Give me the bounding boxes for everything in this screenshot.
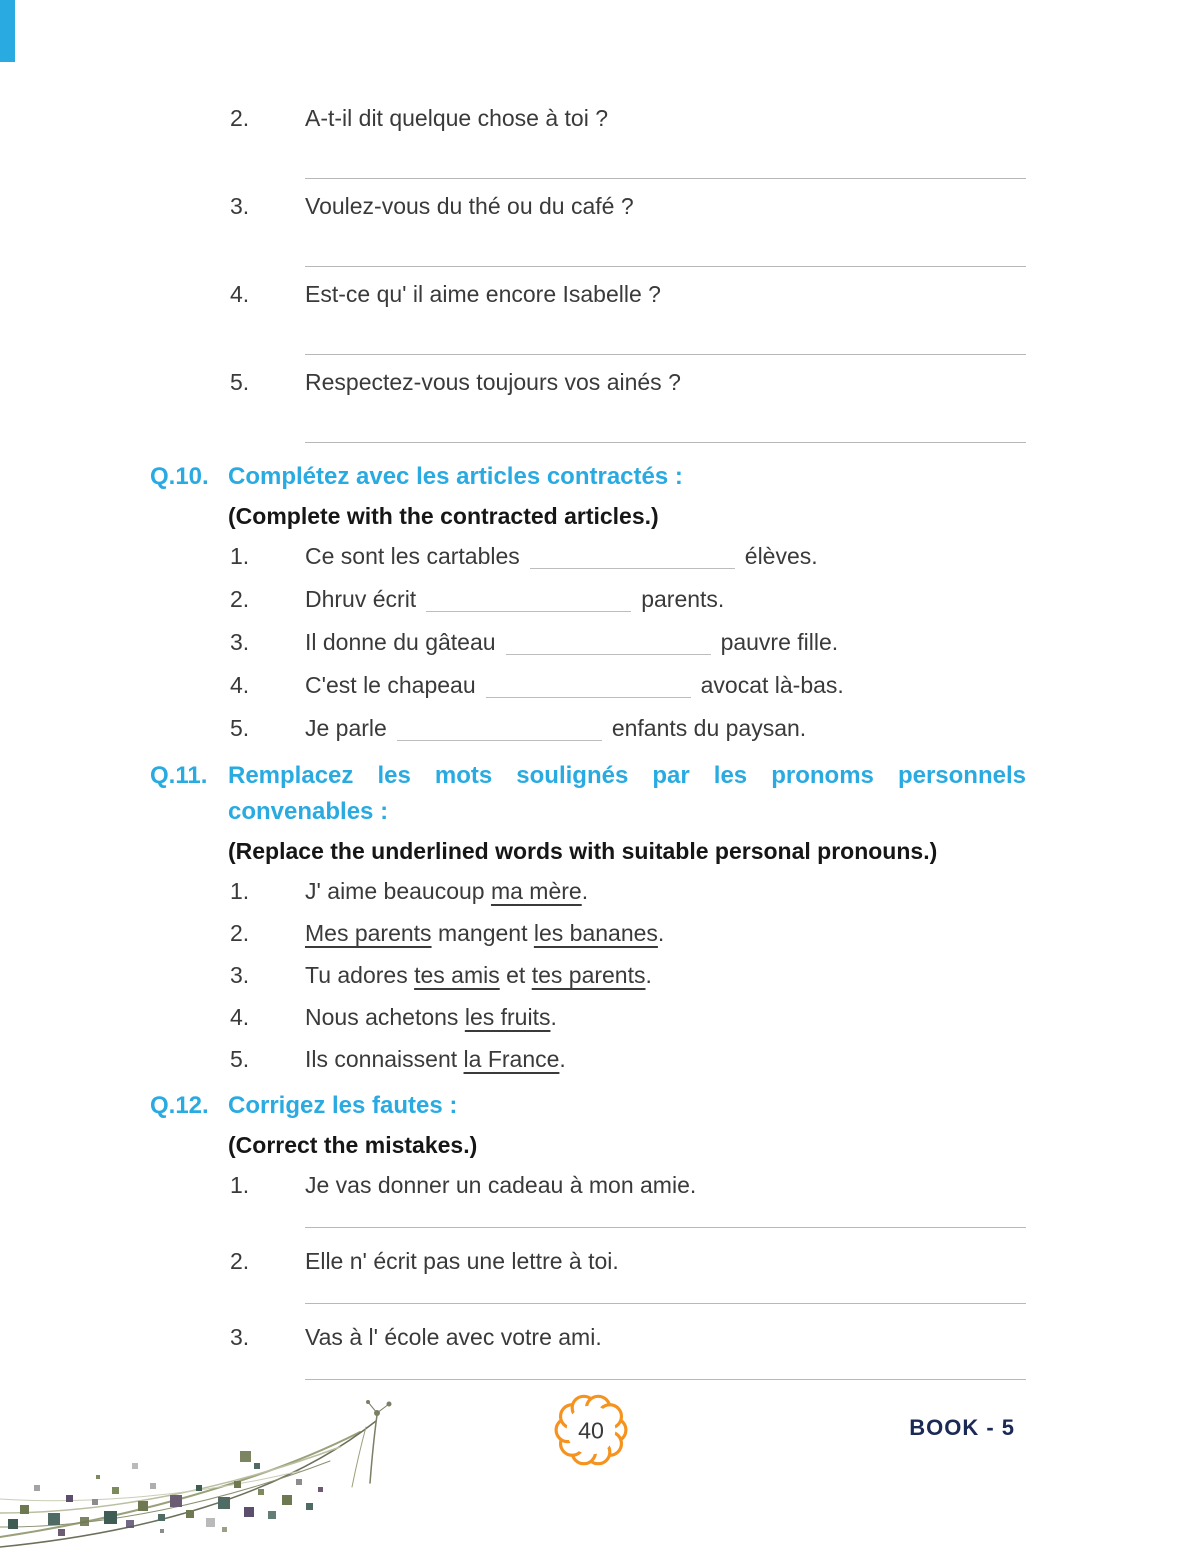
answer-line [305,266,1026,267]
list-item [150,281,1026,308]
item-number: 1. [230,1172,250,1198]
fill-blank [397,735,602,741]
text-before-blank: Je parle [305,715,387,741]
plain-text: Tu adores [305,962,415,988]
text-before-blank: Ce sont les cartables [305,543,520,569]
question-heading [150,459,1026,495]
item-number: 2. [230,1248,250,1274]
item-number: 3. [230,629,250,655]
fill-blank [506,649,711,655]
fill-blank [486,692,691,698]
list-item [150,1324,1026,1351]
list-item [150,1172,1026,1199]
item-text [305,962,1026,989]
item-number: 1. [230,878,250,904]
question-10-section [150,459,1026,742]
fill-blank [530,563,735,569]
item-text: Respectez-vous toujours vos ainés ? [305,369,681,395]
item-number: 4. [230,281,250,307]
underlined-word: la France [463,1046,560,1072]
underlined-word: tes parents [531,962,646,988]
list-item [150,1046,1026,1073]
plain-text: J' aime beaucoup [305,878,491,904]
item-text [305,715,1026,742]
item-text [305,629,1026,656]
plain-text: et [499,962,532,988]
question-items [150,1172,1026,1380]
item-text: Je vas donner un cadeau à mon amie. [305,1172,697,1198]
text-after-blank: élèves. [744,543,818,569]
list-item [150,193,1026,220]
answer-line [305,1303,1026,1304]
item-text [305,920,1026,947]
question-items [150,543,1026,742]
plain-text: . [559,1046,566,1072]
list-item [150,543,1026,570]
item-number: 1. [230,543,250,569]
underlined-word: Mes parents [305,920,432,946]
text-after-blank: avocat là-bas. [700,672,844,698]
plain-text: Nous achetons [305,1004,465,1030]
item-text [305,672,1026,699]
answer-line [305,1227,1026,1228]
list-item [150,962,1026,989]
item-number: 5. [230,715,250,741]
item-text [305,1046,1026,1073]
item-number: 5. [230,1046,250,1072]
list-item [150,369,1026,396]
plain-text: Ils connaissent [305,1046,464,1072]
item-number: 2. [230,586,250,612]
item-number: 4. [230,672,250,698]
question-heading [150,758,1026,830]
item-number: 2. [230,920,250,946]
item-text [305,586,1026,613]
question-heading [150,1088,1026,1124]
book-label: BOOK - 5 [909,1415,1015,1440]
list-item [150,878,1026,905]
question-items [150,878,1026,1073]
plain-text: . [581,878,589,904]
underlined-word: les fruits [464,1004,551,1030]
list-item [150,629,1026,656]
answer-line [305,442,1026,443]
underlined-word: ma mère [490,878,582,904]
page-number: 40 [577,1417,604,1444]
plain-text: mangent [431,920,534,946]
question-11-section [150,758,1026,1073]
plain-text: . [550,1004,557,1030]
question-title-en: (Replace the underlined words with suitable personal pronouns.) [228,838,938,864]
item-text: Est-ce qu' il aime encore Isabelle ? [305,281,661,307]
underlined-word: tes amis [414,962,500,988]
item-text [305,878,1026,905]
question-title-fr: Complétez avec les articles contractés : [228,463,683,490]
list-item [150,1004,1026,1031]
decorative-art [0,1387,430,1557]
text-before-blank: Il donne du gâteau [305,629,496,655]
list-item [150,672,1026,699]
answer-line [305,178,1026,179]
question-title-fr: Remplacez les mots soulignés par les pronoms personnels convenables : [228,762,1026,825]
item-text [305,543,1026,570]
exercise-items-section [150,105,1026,443]
text-before-blank: C'est le chapeau [305,672,476,698]
text-before-blank: Dhruv écrit [305,586,417,612]
item-number: 4. [230,1004,250,1030]
plain-text: . [657,920,665,946]
item-number: 3. [230,193,250,219]
text-after-blank: enfants du paysan. [611,715,807,741]
item-text: Voulez-vous du thé ou du café ? [305,193,634,219]
item-number: 3. [230,962,250,988]
text-after-blank: parents. [641,586,725,612]
question-title-en: (Complete with the contracted articles.) [228,503,659,529]
item-number: 2. [230,105,250,131]
fill-blank [426,606,631,612]
list-item [150,920,1026,947]
item-text: A-t-il dit quelque chose à toi ? [305,105,609,131]
item-text: Vas à l' école avec votre ami. [305,1324,602,1350]
page-footer [0,1363,1181,1563]
item-text [305,1004,1026,1031]
answer-line [305,354,1026,355]
list-item [150,586,1026,613]
underlined-word: les bananes [533,920,658,946]
item-number: 3. [230,1324,250,1350]
question-label: Q.12. [150,1092,209,1119]
question-label: Q.11. [150,762,208,789]
question-12-section [150,1088,1026,1380]
list-item [150,1248,1026,1275]
plain-text: . [645,962,652,988]
question-title-en: (Correct the mistakes.) [228,1132,478,1158]
question-label: Q.10. [150,463,209,490]
item-text: Elle n' écrit pas une lettre à toi. [305,1248,619,1274]
list-item [150,715,1026,742]
page-number-badge [554,1393,628,1467]
question-title-fr: Corrigez les fautes : [228,1092,458,1119]
item-number: 5. [230,369,250,395]
list-item [150,105,1026,132]
text-after-blank: pauvre fille. [720,629,839,655]
